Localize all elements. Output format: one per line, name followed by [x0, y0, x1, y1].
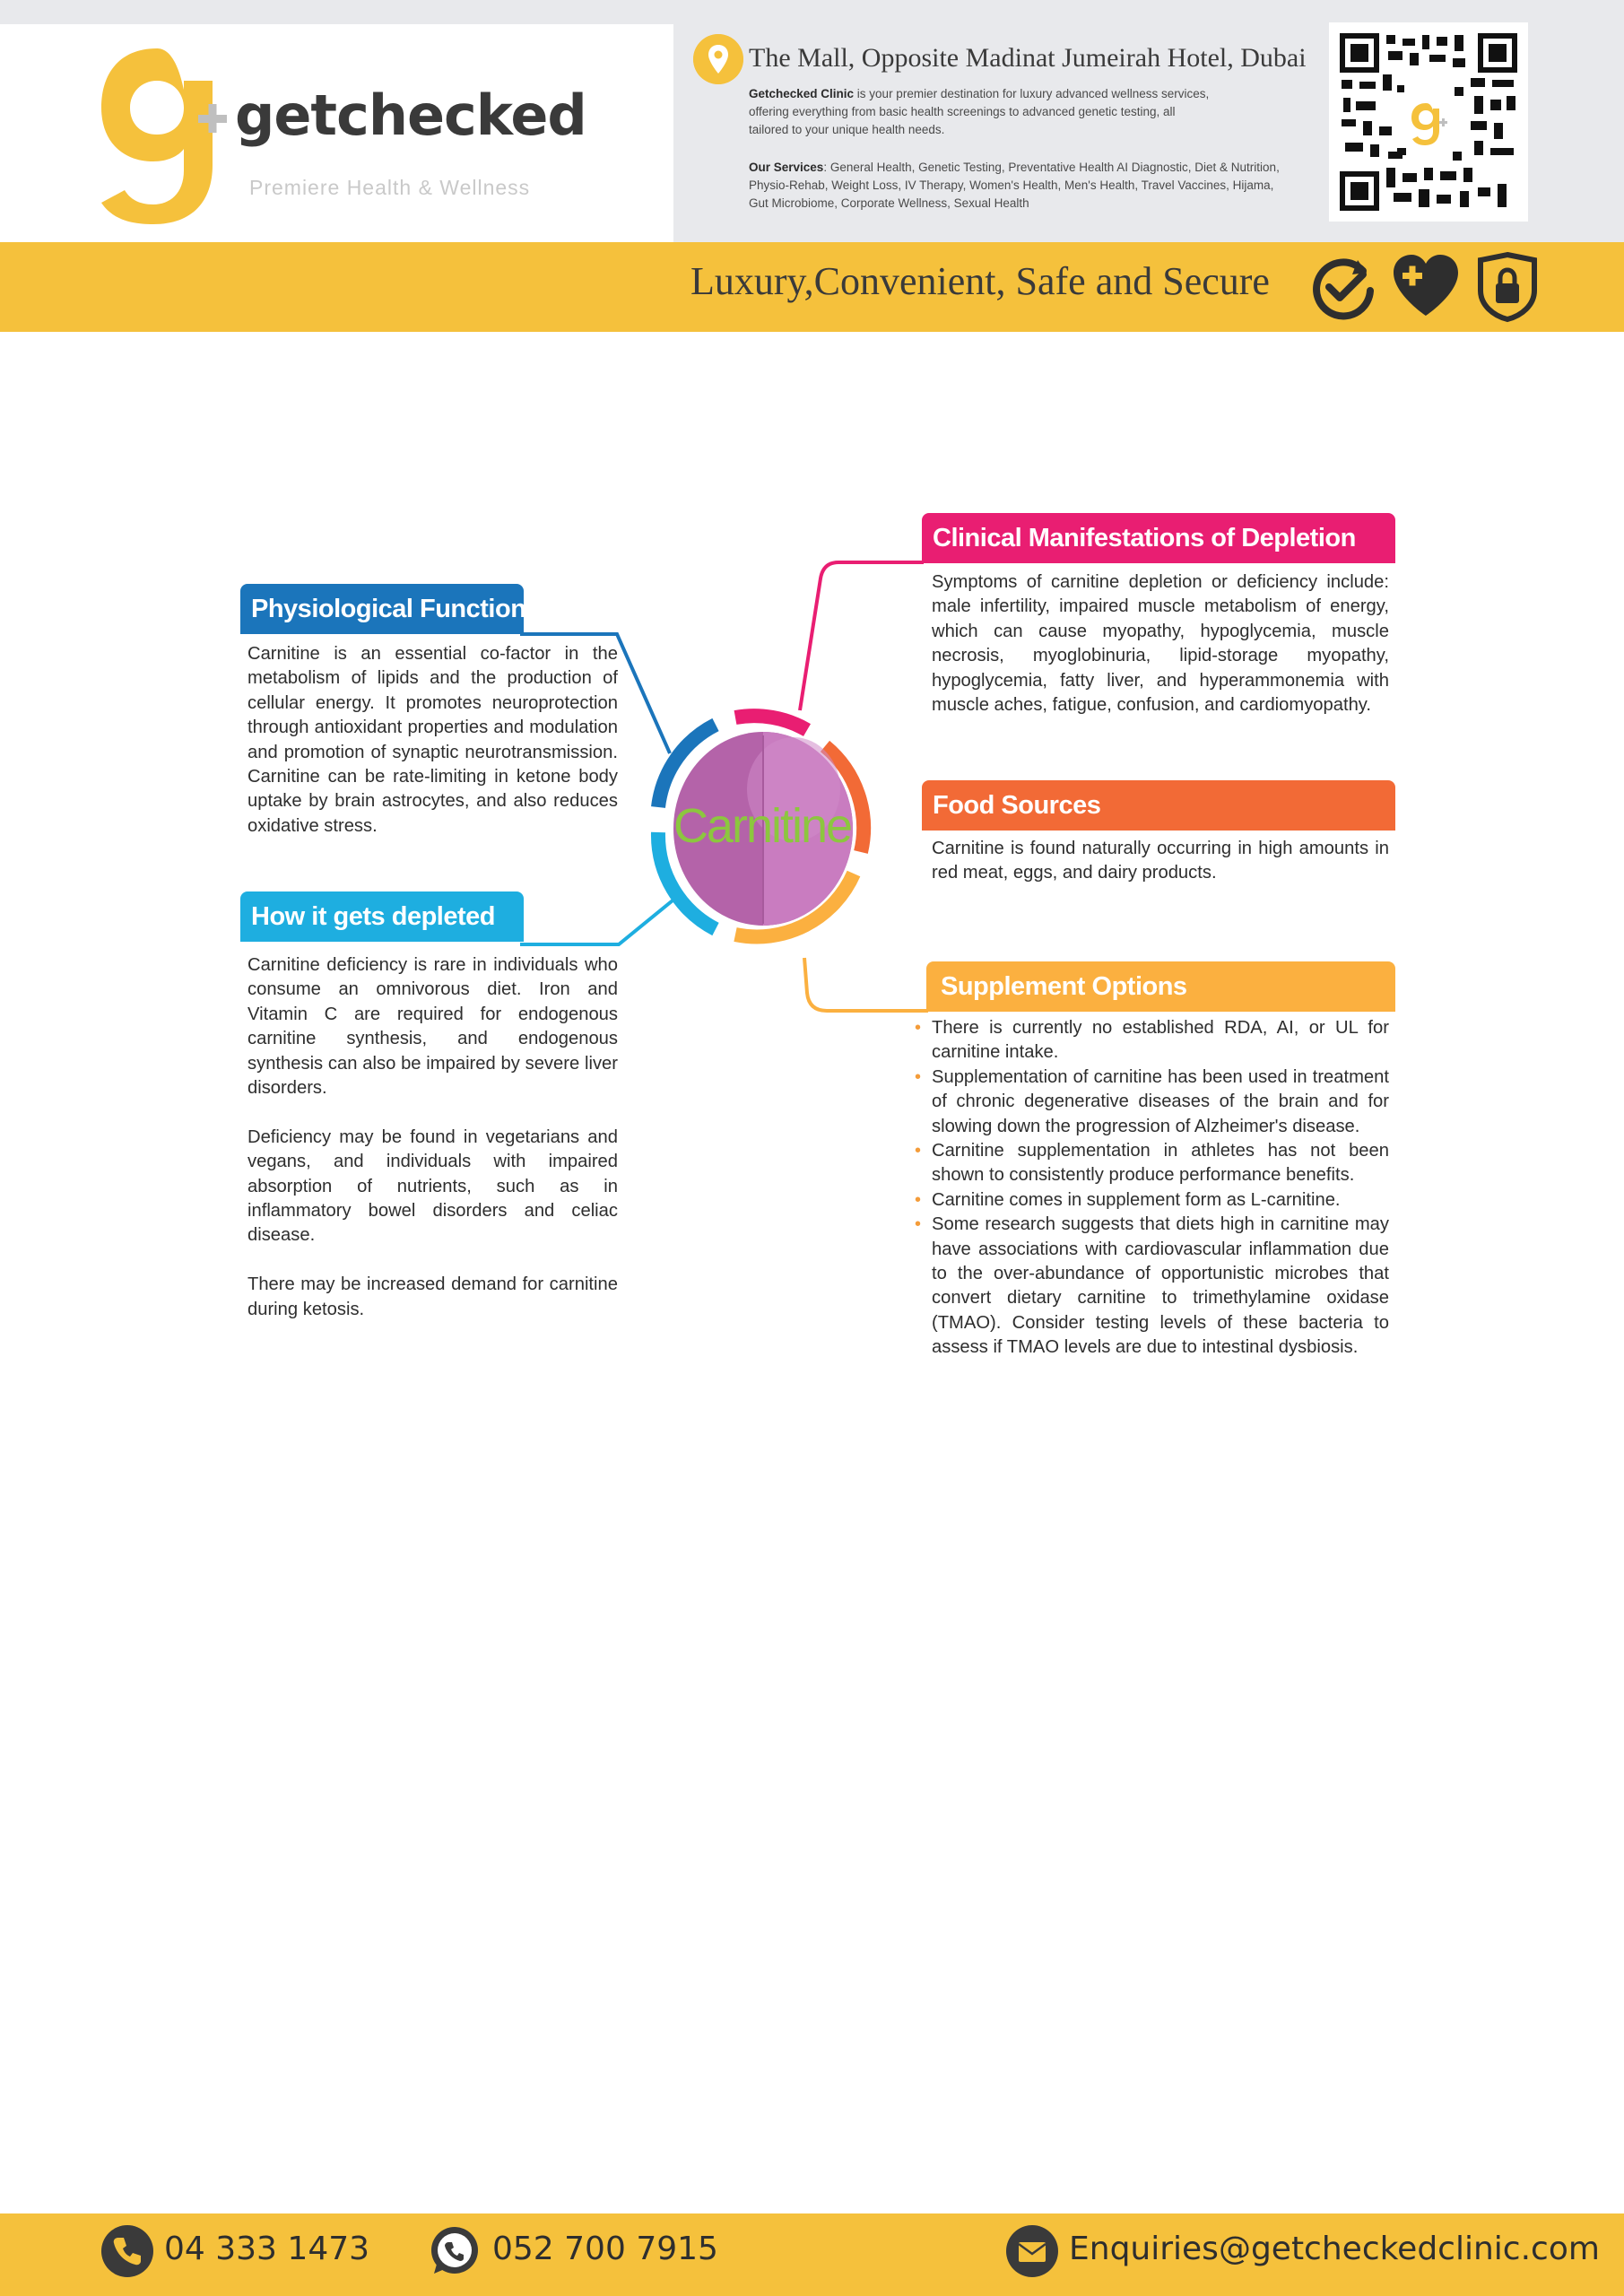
brand-logo-icon [94, 45, 229, 224]
paragraph: Carnitine is found naturally occurring in high amounts in red meat, eggs, and dairy products. [932, 839, 1389, 883]
email-icon [1006, 2225, 1058, 2277]
list-item: • Supplementation of carnitine has been used in treatment of chronic degenerative diseases of the brain and for slowing down the progression of Alzheimer's disease. [915, 1065, 1389, 1139]
qr-code[interactable] [1329, 22, 1528, 222]
physiological-function-text [248, 642, 618, 839]
clinic-intro [749, 85, 1215, 139]
whatsapp-number[interactable]: 052 700 7915 [492, 2231, 718, 2267]
services-bold: Our Services [749, 161, 824, 174]
list-item: • Carnitine supplementation in athletes has not been shown to consistently produce performance benefits. [915, 1139, 1389, 1188]
food-sources-text [932, 837, 1389, 886]
location-pin-icon [693, 34, 743, 84]
intro-bold: Getchecked Clinic [749, 87, 855, 100]
phone-number[interactable]: 04 333 1473 [164, 2231, 370, 2267]
services-text: : General Health, Genetic Testing, Preventative Health AI Diagnostic, Diet & Nutrition, Physio-Rehab, Weight Loss, IV Therapy, Women's Health, Men's Health, Travel Vaccines, Hijama, Gut Microbiome, Corporate Wellness, Sexual Health [749, 161, 1280, 210]
clinical-manifestations-text [932, 570, 1389, 718]
heart-plus-icon [1390, 251, 1462, 323]
paragraph: Carnitine deficiency is rare in individuals who consume an omnivorous diet. Iron and Vitamin C are required for endogenous carnitine synthesis, and endogenous synthesis can also be impaired by severe liver disorders. [248, 955, 618, 1099]
physiological-function-heading: Physiological Function [240, 584, 524, 634]
paragraph: Symptoms of carnitine depletion or deficiency include: male infertility, impaired muscle metabolism of energy, which can cause myopathy, hypoglycemia, muscle necrosis, myoglobinuria, lipid-storage myopathy, hypoglycemia, fatty liver, and hyperammonemia with muscle aches, fatigue, confusion, and cardiomyopathy. [932, 572, 1389, 716]
hub-title: Carnitine [673, 799, 852, 853]
paragraph: Deficiency may be found in vegetarians and vegans, and individuals with impaired absorption of nutrients, such as in inflammatory bowel disorders and celiac disease. [248, 1126, 618, 1246]
supplement-options-heading: Supplement Options [926, 961, 1395, 1012]
phone-icon [101, 2225, 153, 2277]
email-address[interactable]: Enquiries@getcheckedclinic.com [1069, 2231, 1600, 2267]
intro-text: is your premier destination for luxury advanced wellness services, offering everything from basic health screenings to advanced genetic testing, all tailored to your unique health needs. [749, 87, 1210, 136]
clinic-address: The Mall, Opposite Madinat Jumeirah Hotel, Dubai [749, 43, 1307, 73]
list-item: • There is currently no established RDA, AI, or UL for carnitine intake. [915, 1016, 1389, 1065]
how-it-gets-depleted-text [248, 953, 618, 1322]
services-list [749, 159, 1287, 213]
how-it-gets-depleted-heading: How it gets depleted [240, 891, 524, 942]
qr-code-icon [1340, 33, 1517, 211]
supplement-options-list [915, 1016, 1389, 1361]
list-item: • Carnitine comes in supplement form as L-carnitine. [915, 1188, 1389, 1213]
brand-tagline: Premiere Health & Wellness [249, 176, 531, 199]
paragraph: There may be increased demand for carnitine during ketosis. [248, 1274, 618, 1319]
clinical-manifestations-heading: Clinical Manifestations of Depletion [922, 513, 1395, 563]
shield-lock-icon [1472, 251, 1543, 323]
food-sources-heading: Food Sources [922, 780, 1395, 831]
brand-name: getchecked [235, 83, 586, 148]
paragraph: Carnitine is an essential co-factor in the metabolism of lipids and the production of cellular energy. It promotes neuroprotection through antioxidant properties and modulation and promotion of synaptic neurotransmission. Carnitine can be rate-limiting in ketone body uptake by brain astrocytes, and also reduces oxidative stress. [248, 644, 618, 836]
whatsapp-icon [429, 2225, 481, 2277]
list-item: • Some research suggests that diets high in carnitine may have associations with cardiovascular inflammation due to the over-abundance of opportunistic microbes that convert dietary carnitine to trimethylamine oxidase (TMAO). Consider testing levels of these bacteria to assess if TMAO levels are due to intestinal dysbiosis. [915, 1213, 1389, 1360]
banner-tagline: Luxury,Convenient, Safe and Secure [690, 259, 1270, 303]
check-refresh-icon [1307, 251, 1379, 323]
top-band [0, 0, 1624, 24]
